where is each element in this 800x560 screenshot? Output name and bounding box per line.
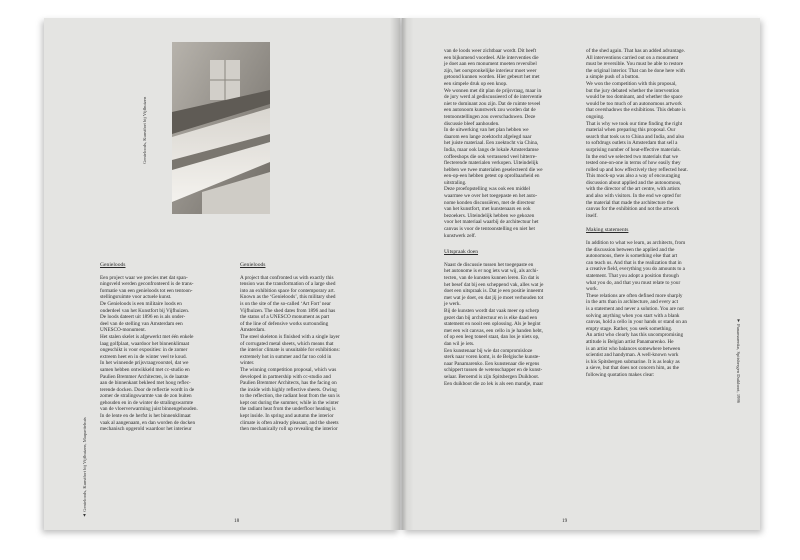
body-text: In addition to what we learn, as architects, from the discussion between the applied and the autonomous, there is something else that art can teach us. And that is the realization that in a creative field, everything you do amounts to a statement. That you adopt a position through what you do, and that you must relate to your work. These relations are often defined more sharply in the arts than in architecture, and every act is a statement and never a solution. You are not solving anything when you start with a blank canvas, hold a cello in your hands or stand on an empty stage. Rather, you seek something. An artist who clearly has this uncompromising attitude is Belgian artist Panamarenko. He is an artist who balances somewhere between scientist and handyman. A well-known work is his Spitsbergen submarine. It is as leaky as a sieve, but that does not concern him, as the following quotation makes clear: <box>586 240 687 378</box>
section-heading: Making statements <box>586 227 629 234</box>
left-column-dutch <box>100 262 210 433</box>
margin-caption-right: ▼ Panamarenko, Spitsbergen Duikboot, 1996 <box>736 318 741 404</box>
body-text: A project that confronted us with exactly this tension was the transformation of a large shed into an exhibition space for contemporary art. Known as the ‘Genieloods’, this military shed is on the site of the so-called ‘Art Fort’ near Vijfhuizen. The shed dates from 1896 and has the status of a UNESCO monument as part of the line of defensive works surrounding Amsterdam. The steel skeleton is finished with a single layer of corrugated metal sheets, which means that the interior climate is unsuitable for exhibitions: extremely hot in summer and far too cold in winter. The winning competition proposal, which was developed in partnership with cc-studio and Paulien Bremmer Architects, has the facing on the inside with highly reflective sheets. Owing to the reflection, the radiant heat from the sun is kept out during the summer, while in the winter the radiant heat from the underfloor heating is kept inside. In spring and autumn the interior climate is often already pleasant, and the sheets then mechanically roll up revealing the interior <box>240 274 340 433</box>
page-number-right: 19 <box>562 518 568 524</box>
right-column-english <box>586 48 712 379</box>
interior-photo <box>172 42 270 214</box>
body-text: van de loods weer zichtbaar wordt. Dit heeft een bijkomend voordeel. Alle interventies die je doet aan een monument moeten reversibel zijn, het oorspronkelijke interieur moet weer getoond kunnen worden. Hier gebeurt het met een simpele druk op een knop. We wonnen met dit plan de prijsvraag, maar in de jury werd al gediscussieerd of de interventie niet te dominant zou zijn. Dat de ruimte teveel een autonoom kunstwerk zou worden dat de tentoonstellingen zou overschaduwen. Deze discussie bleef aanhouden. In de uitwerking van het plan hebben we daarom een lange zoektocht afgelegd naar het juiste materiaal. Een zoektocht via China, India, maar ook langs de lokale Amsterdamse coffeeshops die ook verrassend veel hitterre- flecterende materialen verkopen. Uiteindelijk hebben we twee materialen geselecteerd die we een-op-een hebben getest op oprolbaarheid en uitstraling. Deze proefopstelling was ook een middel waarmee we over het toegepaste en het auto- nome konden discussiëren, met de directeur van het kunstfort, met kunstenaars en ook bezoekers. Uiteindelijk hebben we gekozen voor het materiaal waarbij de architectuur het canvas is voor de tentoonstelling en niet het kunstwerk zelf. <box>444 48 543 239</box>
magazine-spread <box>44 18 760 546</box>
spine-shadow <box>390 18 414 530</box>
page-number-left: 18 <box>234 518 240 524</box>
body-text: Naast de discussie tussen het toegepaste en het autonome is er nog iets wat wij, als archi- tecten, van de kunsten kunnen leren. En dat is het besef dat bij een scheppend vak, alles wat je doet een uitspraak is. Dat je een positie inneemt met wat je doet, en dat jij je moet verhouden tot je werk. Bij de kunsten wordt dat vaak meer op scherp gezet dan bij architectuur en is elke daad een statement en nooit een oplossing. Als je begint met een wit canvas, een cello in je handen hebt, of op een leeg toneel staat, dan los je niets op, dan wil je iets. Een kunstenaar bij wie dat compromisloze sterk naar voren komt, is de Belgische kunste- naar Panamarenko. Een kunstenaar die ergens schippert tussen de wetenschapper en de kunst- selaar. Beroemd is zijn Spitsbergen Duikboot. Een duikboot die zo lek is als een mandje, maar <box>444 261 544 387</box>
body-text: of the shed again. That has an added advantage. All interventions carried out on a monument must be reversible. You must be able to restore the original interior. That can be done here with a simple push of a button. We won the competition with this proposal, but the jury debated whether the intervention would be too dominant, and whether the space would be too much of an autonomous artwork that overshadows the exhibitions. This debate is ongoing. That is why we took our time finding the right material when preparing this proposal. Our search that took us to China and India, and also to softdrugs outlets in Amsterdam that sell a surprising number of heat-effective materials. In the end we selected two materials that we tested one-on-one in terms of how easily they rolled up and how effectively they reflected heat. This mock-up was also a way of encouraging discussion about applied and the autonomous, with the director of the art centre, with artists and also with visitors. In the end we opted for the material that made the architecture the canvas for the exhibition and not the artwork itself. <box>586 48 688 219</box>
section-heading: Uitspraak doen <box>444 249 479 256</box>
body-text: Een project waar we precies met dat span- ningsveld werden geconfronteerd is de trans- formatie van een genieloods tot een tentoon- stellingsruimte voor actuele kunst. De Genieloods is een militaire loods en onderdeel van het Kunstfort bij Vijfhuizen. De loods dateert uit 1896 en is als onder- deel van de stelling van Amsterdam een UNESCO-monument. Het stalen skelet is afgewerkt met één enkele laag golfplaat, waardoor het binnenklimaat ongeschikt is voor exposities: in de zomer extreem heet en in de winter veel te koud. In het winnende prijsvraagvoorstel, dat we samen hebben ontwikkeld met cc-studio en Paulien Bremmer Architecten, is de laatste aan de binnenkant bekleed met hoog reflec- terende docken. Door de reflectie wordt in de zomer de stralingswarmte van de zon buiten gehouden en in de winter de stralingswarmte van de vloerverwarming juist binnengehouden. In de lente en de herfst is het binnenklimaat vaak al aangenaam, en dan worden de docken mechanisch opgerold waardoor het interieur <box>100 274 198 433</box>
photo-illustration <box>172 42 270 214</box>
right-column-dutch <box>444 48 568 387</box>
right-page <box>402 18 760 530</box>
left-column-english <box>240 262 358 433</box>
section-heading: Genieloods <box>100 262 126 268</box>
left-page <box>44 18 400 530</box>
margin-caption-left: ▲ Genieloods, Kunstfort bij Vijfhuizen, Maquettehuis <box>82 417 87 518</box>
photo-caption: Genieloods, Kunstfort bij Vijfhuizen <box>142 96 147 164</box>
section-heading: Genieloods <box>240 262 266 268</box>
